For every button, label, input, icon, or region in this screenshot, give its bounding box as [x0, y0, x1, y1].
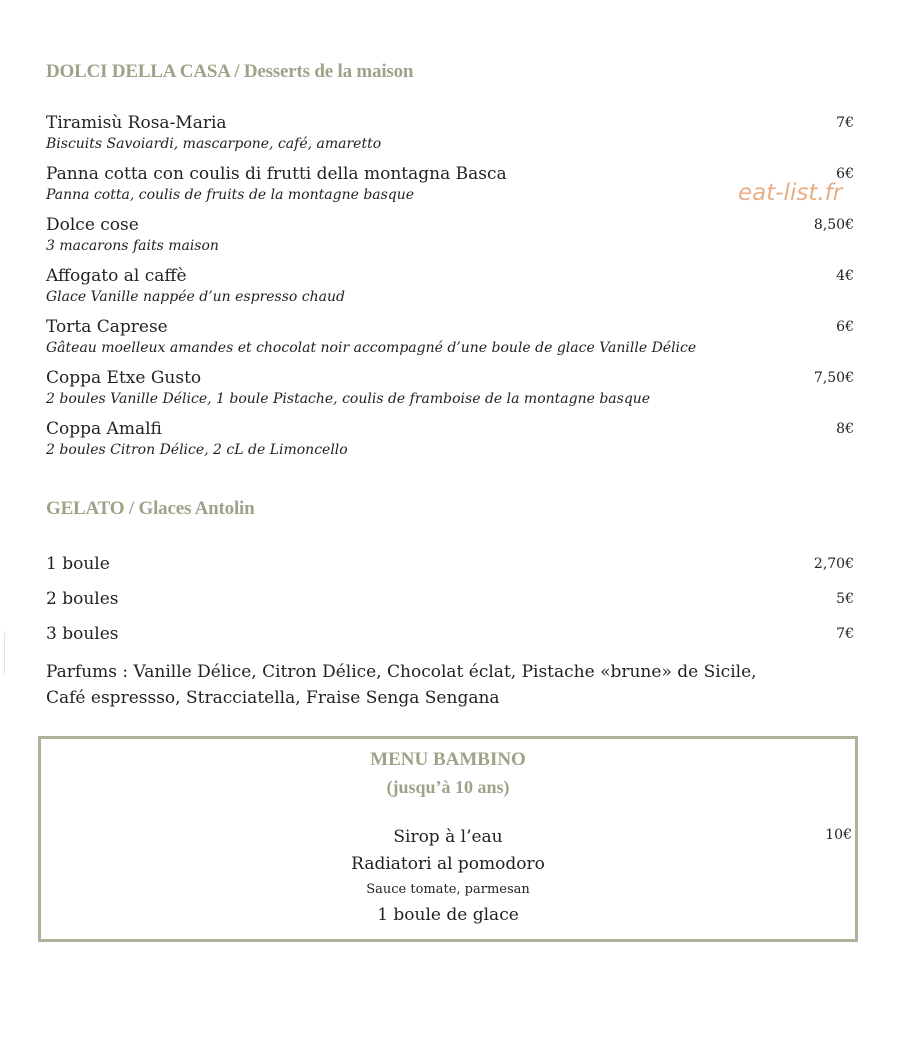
dessert-price: 6€: [836, 319, 854, 335]
dessert-item: [46, 164, 854, 204]
flavors-line: Parfums : Vanille Délice, Citron Délice, Chocolat éclat, Pistache «brune» de Sicile,: [46, 662, 757, 682]
dessert-item: [46, 113, 854, 153]
dessert-item: [46, 215, 854, 255]
dessert-description: Biscuits Savoiardi, mascarpone, café, amaretto: [46, 136, 382, 152]
bambino-price: 10€: [825, 827, 852, 843]
dessert-name: Affogato al caffè: [46, 266, 187, 286]
bambino-main-note: Sauce tomate, parmesan: [366, 882, 530, 897]
dessert-item: [46, 419, 854, 459]
bambino-main: Radiatori al pomodoro: [351, 854, 545, 874]
dessert-description: Gâteau moelleux amandes et chocolat noir accompagné d’une boule de glace Vanille Délice: [46, 340, 697, 356]
bambino-subtitle: (jusqu’à 10 ans): [386, 777, 510, 797]
dessert-name: Coppa Etxe Gusto: [46, 368, 202, 388]
dessert-name: Torta Caprese: [46, 317, 168, 337]
gelato-price: 2,70€: [813, 556, 854, 572]
dessert-description: 3 macarons faits maison: [46, 238, 219, 254]
dessert-price: 8€: [836, 421, 854, 437]
dessert-name: Dolce cose: [46, 215, 139, 235]
dessert-description: Panna cotta, coulis de fruits de la montagne basque: [46, 187, 415, 203]
dessert-price: 4€: [836, 268, 854, 284]
gelato-price: 7€: [836, 626, 854, 642]
dessert-price: 7€: [836, 115, 854, 131]
dolci-section-title: DOLCI DELLA CASA / Desserts de la maison: [46, 61, 414, 82]
gelato-item: [46, 554, 854, 576]
dessert-name: Tiramisù Rosa-Maria: [46, 113, 227, 133]
dessert-price: 6€: [836, 166, 854, 182]
gelato-price: 5€: [836, 591, 854, 607]
dessert-description: Glace Vanille nappée d’un espresso chaud: [46, 289, 345, 305]
page-edge-tab: [0, 630, 5, 676]
bambino-dessert: 1 boule de glace: [377, 905, 519, 925]
dessert-price: 8,50€: [813, 217, 854, 233]
dessert-description: 2 boules Vanille Délice, 1 boule Pistache, coulis de framboise de la montagne basque: [46, 391, 651, 407]
gelato-name: 1 boule: [46, 554, 110, 574]
flavors-line: Café espressso, Stracciatella, Fraise Senga Sengana: [46, 688, 500, 708]
dessert-price: 7,50€: [813, 370, 854, 386]
dessert-item: [46, 368, 854, 408]
menu-bambino-box: [38, 736, 858, 942]
watermark-text: eat-list.fr: [738, 180, 843, 206]
dessert-item: [46, 317, 854, 357]
bambino-title: MENU BAMBINO: [370, 749, 526, 770]
dessert-name: Panna cotta con coulis di frutti della montagna Basca: [46, 164, 507, 184]
dessert-name: Coppa Amalfi: [46, 419, 162, 439]
dessert-item: [46, 266, 854, 306]
gelato-item: [46, 589, 854, 611]
bambino-drink: Sirop à l’eau: [393, 827, 503, 847]
dessert-description: 2 boules Citron Délice, 2 cL de Limoncello: [46, 442, 348, 458]
gelato-item: [46, 624, 854, 646]
gelato-flavors: [46, 659, 846, 711]
gelato-name: 2 boules: [46, 589, 119, 609]
gelato-section-title: GELATO / Glaces Antolin: [46, 498, 255, 519]
gelato-name: 3 boules: [46, 624, 119, 644]
